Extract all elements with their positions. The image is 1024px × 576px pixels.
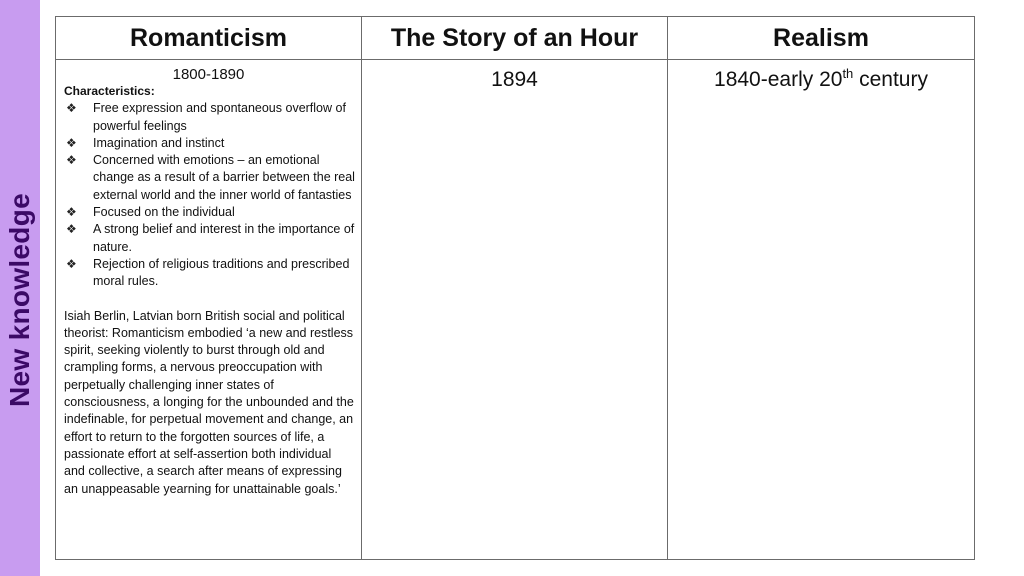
header-romanticism: Romanticism bbox=[56, 17, 362, 60]
diamond-bullet-icon: ❖ bbox=[66, 135, 77, 150]
characteristics-list bbox=[64, 100, 355, 290]
list-item: ❖ Imagination and instinct bbox=[64, 135, 355, 152]
header-row bbox=[56, 17, 975, 60]
diamond-bullet-icon: ❖ bbox=[66, 256, 77, 271]
side-bar bbox=[0, 0, 40, 576]
comparison-table bbox=[55, 16, 975, 560]
list-item: ❖ Focused on the individual bbox=[64, 204, 355, 221]
romanticism-content bbox=[56, 83, 361, 498]
list-item: ❖ Free expression and spontaneous overflow of powerful feelings bbox=[66, 101, 346, 133]
side-label: New knowledge bbox=[4, 193, 35, 407]
diamond-bullet-icon: ❖ bbox=[66, 222, 77, 237]
cell-realism bbox=[668, 60, 975, 560]
cell-story-of-an-hour bbox=[362, 60, 668, 560]
realism-period: 1840-early 20th century bbox=[714, 66, 928, 91]
list-item: ❖ A strong belief and interest in the importance of nature. bbox=[66, 222, 355, 254]
list-item: ❖ Concerned with emotions – an emotional change as a result of a barrier between the real external world and the inner world of fantasties bbox=[66, 153, 355, 202]
diamond-bullet-icon: ❖ bbox=[66, 153, 77, 168]
story-year: 1894 bbox=[491, 68, 538, 91]
romanticism-period: 1800-1890 bbox=[172, 66, 245, 83]
content-row bbox=[56, 60, 975, 560]
diamond-bullet-icon: ❖ bbox=[66, 101, 77, 116]
header-realism: Realism bbox=[668, 17, 975, 60]
header-story-of-an-hour: The Story of an Hour bbox=[362, 17, 668, 60]
berlin-quote: Isiah Berlin, Latvian born British social and political theorist: Romanticism embodied ‘a new and restless spirit, seeking violently to burst through old and crampling forms, a nervous preoccupation with perpetually challenging inner states of consciousness, a longing for the unbounded and the indefinable, for perpetual movement and change, an effort to return to the forgotten sources of life, a passionate effort at self-assertion both individual and collective, a search after means of expressing an unappeasable yearning for unattainable goals.’ bbox=[64, 308, 354, 496]
diamond-bullet-icon: ❖ bbox=[66, 205, 77, 220]
characteristics-heading: Characteristics: bbox=[64, 84, 155, 98]
list-item: ❖ Rejection of religious traditions and prescribed moral rules. bbox=[66, 256, 350, 289]
cell-romanticism bbox=[56, 60, 362, 560]
